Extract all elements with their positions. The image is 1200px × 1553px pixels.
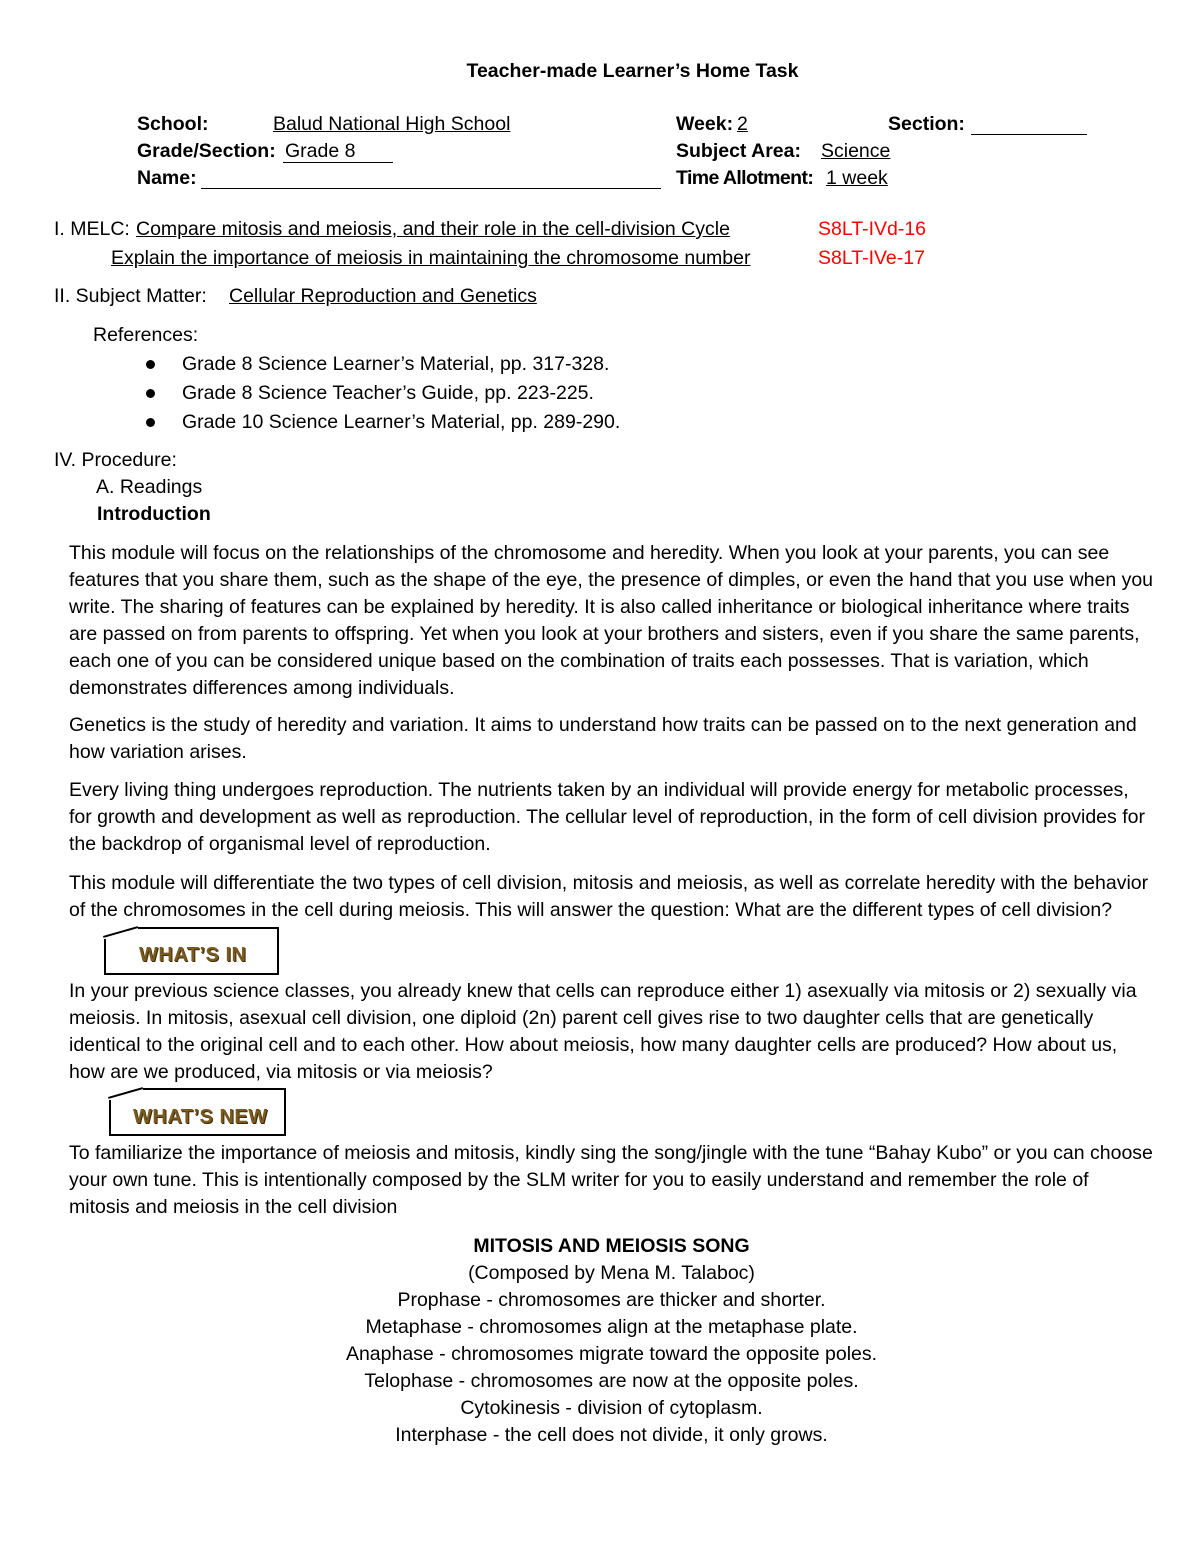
bullet-icon xyxy=(146,389,155,398)
song-line-cytokinesis: Cytokinesis - division of cytoplasm. xyxy=(460,1397,763,1419)
whats-new-title: WHAT’S NEW xyxy=(133,1106,268,1128)
subject-matter-value: Cellular Reproduction and Genetics xyxy=(229,285,537,307)
section-label: Section: xyxy=(888,113,965,135)
song-line-interphase: Interphase - the cell does not divide, it only grows. xyxy=(395,1424,828,1446)
subject-label: Subject Area: xyxy=(676,140,801,162)
melc-line-1: Compare mitosis and meiosis, and their role in the cell-division Cycle xyxy=(136,218,730,240)
melc-line-2: Explain the importance of meiosis in maintaining the chromosome number xyxy=(111,247,751,269)
grade-value: Grade 8 xyxy=(285,140,356,162)
bullet-icon xyxy=(146,418,155,427)
song-composer: (Composed by Mena M. Talaboc) xyxy=(468,1262,755,1284)
reference-item: Grade 8 Science Teacher’s Guide, pp. 223-225. xyxy=(140,379,620,408)
week-label: Week: xyxy=(676,113,734,135)
name-blank xyxy=(201,170,661,189)
melc-code-2: S8LT-IVe-17 xyxy=(818,247,925,269)
document-title: Teacher-made Learner’s Home Task xyxy=(466,60,799,82)
paragraph-reproduction: Every living thing undergoes reproduction. The nutrients taken by an individual will provide energy for metabolic processes, for growth and development as well as reproduction. The cellular level of reproduction, in the form of cell division provides for the backdrop of organismal level of reproduction. xyxy=(69,779,1145,855)
whats-new-banner xyxy=(109,1088,286,1136)
whats-in-banner xyxy=(104,927,279,975)
song-line-metaphase: Metaphase - chromosomes align at the metaphase plate. xyxy=(365,1316,858,1338)
time-label: Time Allotment: xyxy=(676,167,814,189)
subject-value: Science xyxy=(821,140,891,162)
reference-item: Grade 8 Science Learner’s Material, pp. 317-328. xyxy=(140,350,620,379)
readings-label: A. Readings xyxy=(96,476,203,498)
subject-matter-label: II. Subject Matter: xyxy=(54,285,207,307)
paragraph-cell-division: This module will differentiate the two types of cell division, mitosis and meiosis, as well as correlate heredity with the behavior of the chromosomes in the cell during meiosis. This will answer the question: What are the different types of cell division? xyxy=(69,872,1149,921)
paragraph-heredity: This module will focus on the relationships of the chromosome and heredity. When you look at your parents, you can see features that you share them, such as the shape of the eye, the presence of dimples, or even the hand that you use when you write. The sharing of features can be explained by heredity. It is also called inheritance or biological inheritance where traits are passed on from parents to offspring. Yet when you look at your brothers and sisters, even if you share the same parents, each one of you can be considered unique based on the combination of traits each possesses. That is variation, which demonstrates differences among individuals. xyxy=(69,542,1154,699)
school-value: Balud National High School xyxy=(273,113,511,135)
procedure-label: IV. Procedure: xyxy=(54,449,177,471)
song-line-prophase: Prophase - chromosomes are thicker and shorter. xyxy=(397,1289,826,1311)
song-title: MITOSIS AND MEIOSIS SONG xyxy=(473,1235,750,1257)
section-blank xyxy=(971,116,1087,135)
week-value: 2 xyxy=(737,113,748,135)
references-list xyxy=(140,350,620,437)
whats-in-text: In your previous science classes, you already knew that cells can reproduce either 1) asexually via mitosis or 2) sexually via meiosis. In mitosis, asexual cell division, one diploid (2n) parent cell gives rise to two daughter cells that are genetically identical to the original cell and to each other. How about meiosis, how many daughter cells are produced? How about us, how are we produced, via mitosis or via meiosis? xyxy=(69,980,1137,1083)
references-label: References: xyxy=(93,324,199,346)
bullet-icon xyxy=(146,360,155,369)
name-label: Name: xyxy=(137,167,197,189)
introduction-heading: Introduction xyxy=(97,503,211,525)
melc-label: I. MELC: xyxy=(54,218,130,240)
whats-in-title: WHAT’S IN xyxy=(139,944,247,966)
whats-new-text: To familiarize the importance of meiosis and mitosis, kindly sing the song/jingle with the tune “Bahay Kubo” or you can choose your own tune. This is intentionally composed by the SLM writer for you to easily understand and remember the role of mitosis and meiosis in the cell division xyxy=(69,1142,1153,1218)
paragraph-genetics: Genetics is the study of heredity and variation. It aims to understand how traits can be passed on to the next generation and how variation arises. xyxy=(69,714,1137,763)
time-value: 1 week xyxy=(826,167,888,189)
reference-item: Grade 10 Science Learner’s Material, pp. 289-290. xyxy=(140,408,620,437)
school-label: School: xyxy=(137,113,209,135)
song-line-anaphase: Anaphase - chromosomes migrate toward the opposite poles. xyxy=(345,1343,878,1365)
grade-label: Grade/Section: xyxy=(137,140,276,162)
song-line-telophase: Telophase - chromosomes are now at the opposite poles. xyxy=(364,1370,859,1392)
melc-code-1: S8LT-IVd-16 xyxy=(818,218,927,240)
